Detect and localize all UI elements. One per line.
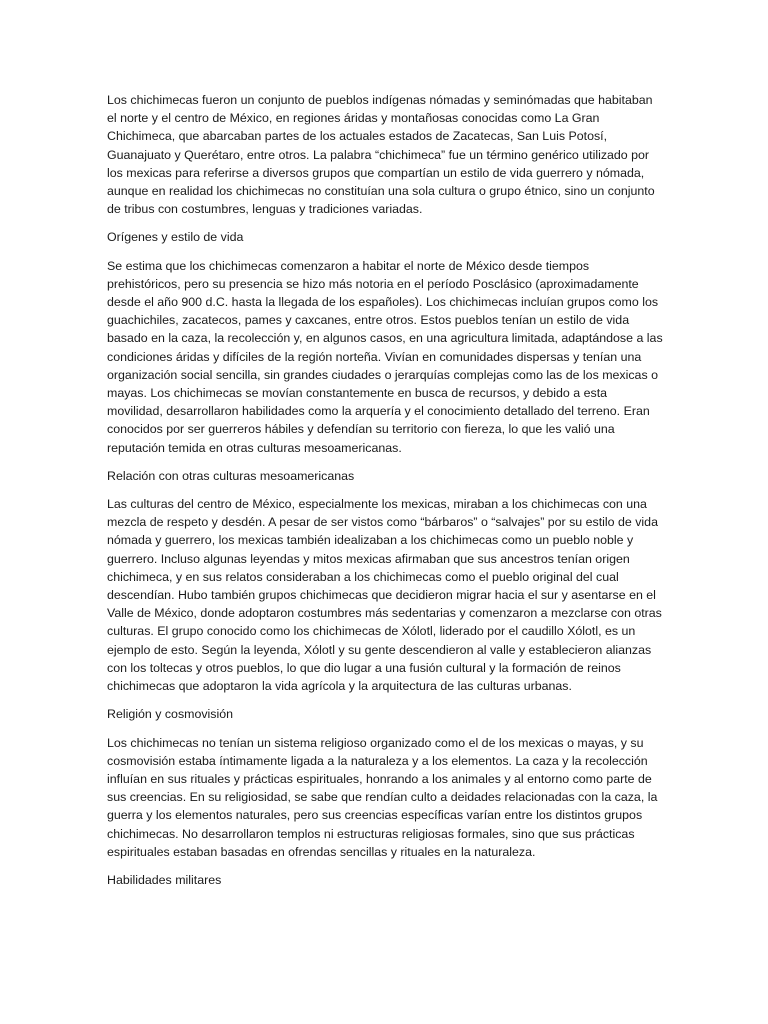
section-heading-origenes: Orígenes y estilo de vida <box>107 230 244 245</box>
paragraph-religion: Los chichimecas no tenían un sistema religioso organizado como el de los mexicas o mayas, y su cosmovisión estaba íntimamente ligada a la naturaleza y a los elementos. La caza y la recolección influían en sus rituales y prácticas espirituales, honrando a los animales y al entorno como parte de sus creencias. En su religiosidad, se sabe que rendían culto a deidades relacionadas con la caza, la guerra y los elementos naturales, pero sus creencias específicas varían entre los distintos grupos chichimecas. No desarrollaron templos ni estructuras religiosas formales, sino que sus prácticas espirituales estaban basadas en ofrendas sencillas y rituales en la naturaleza. <box>107 735 658 859</box>
section-heading-habilidades: Habilidades militares <box>107 872 222 887</box>
document-page <box>107 91 663 899</box>
section-heading-religion: Religión y cosmovisión <box>107 707 234 722</box>
paragraph-origenes: Se estima que los chichimecas comenzaron a habitar el norte de México desde tiempos prehistóricos, pero su presencia se hizo más notoria en el período Posclásico (aproximadamente desde el año 900 d.C. hasta la llegada de los españoles). Los chichimecas incluían grupos como los guachichiles, zacatecos, pames y caxcanes, entre otros. Estos pueblos tenían un estilo de vida basado en la caza, la recolección y, en algunos casos, en una agricultura limitada, adaptándose a las condiciones áridas y difíciles de la región norteña. Vivían en comunidades dispersas y tenían una organización social sencilla, sin grandes ciudades o jerarquías complejas como las de los mexicas o mayas. Los chichimecas se movían constantemente en busca de recursos, y debido a esta movilidad, desarrollaron habilidades como la arquería y el conocimiento detallado del terreno. Eran conocidos por ser guerreros hábiles y defendían su territorio con fiereza, lo que les valió una reputación temida en otras culturas mesoamericanas. <box>107 258 663 455</box>
section-heading-relacion: Relación con otras culturas mesoamericanas <box>107 468 355 483</box>
paragraph-intro: Los chichimecas fueron un conjunto de pueblos indígenas nómadas y seminómadas que habitaban el norte y el centro de México, en regiones áridas y montañosas conocidas como La Gran Chichimeca, que abarcaban partes de los actuales estados de Zacatecas, San Luis Potosí, Guanajuato y Querétaro, entre otros. La palabra “chichimeca” fue un término genérico utilizado por los mexicas para referirse a diversos grupos que compartían un estilo de vida guerrero y nómada, aunque en realidad los chichimecas no constituían una sola cultura o grupo étnico, sino un conjunto de tribus con costumbres, lenguas y tradiciones variadas. <box>107 93 655 217</box>
paragraph-relacion: Las culturas del centro de México, especialmente los mexicas, miraban a los chichimecas con una mezcla de respeto y desdén. A pesar de ser vistos como “bárbaros” o “salvajes” por su estilo de vida nómada y guerrero, los mexicas también idealizaban a los chichimecas como un pueblo noble y guerrero. Incluso algunas leyendas y mitos mexicas afirmaban que sus ancestros tenían origen chichimeca, y en sus relatos consideraban a los chichimecas como el pueblo original del cual descendían. Hubo también grupos chichimecas que decidieron migrar hacia el sur y asentarse en el Valle de México, donde adoptaron costumbres más sedentarias y comenzaron a mezclarse con otras culturas. El grupo conocido como los chichimecas de Xólotl, liderado por el caudillo Xólotl, es un ejemplo de esto. Según la leyenda, Xólotl y su gente descendieron al valle y establecieron alianzas con los toltecas y otros pueblos, lo que dio lugar a una fusión cultural y la formación de reinos chichimecas que adoptaron la vida agrícola y la arquitectura de las culturas urbanas. <box>107 497 662 694</box>
